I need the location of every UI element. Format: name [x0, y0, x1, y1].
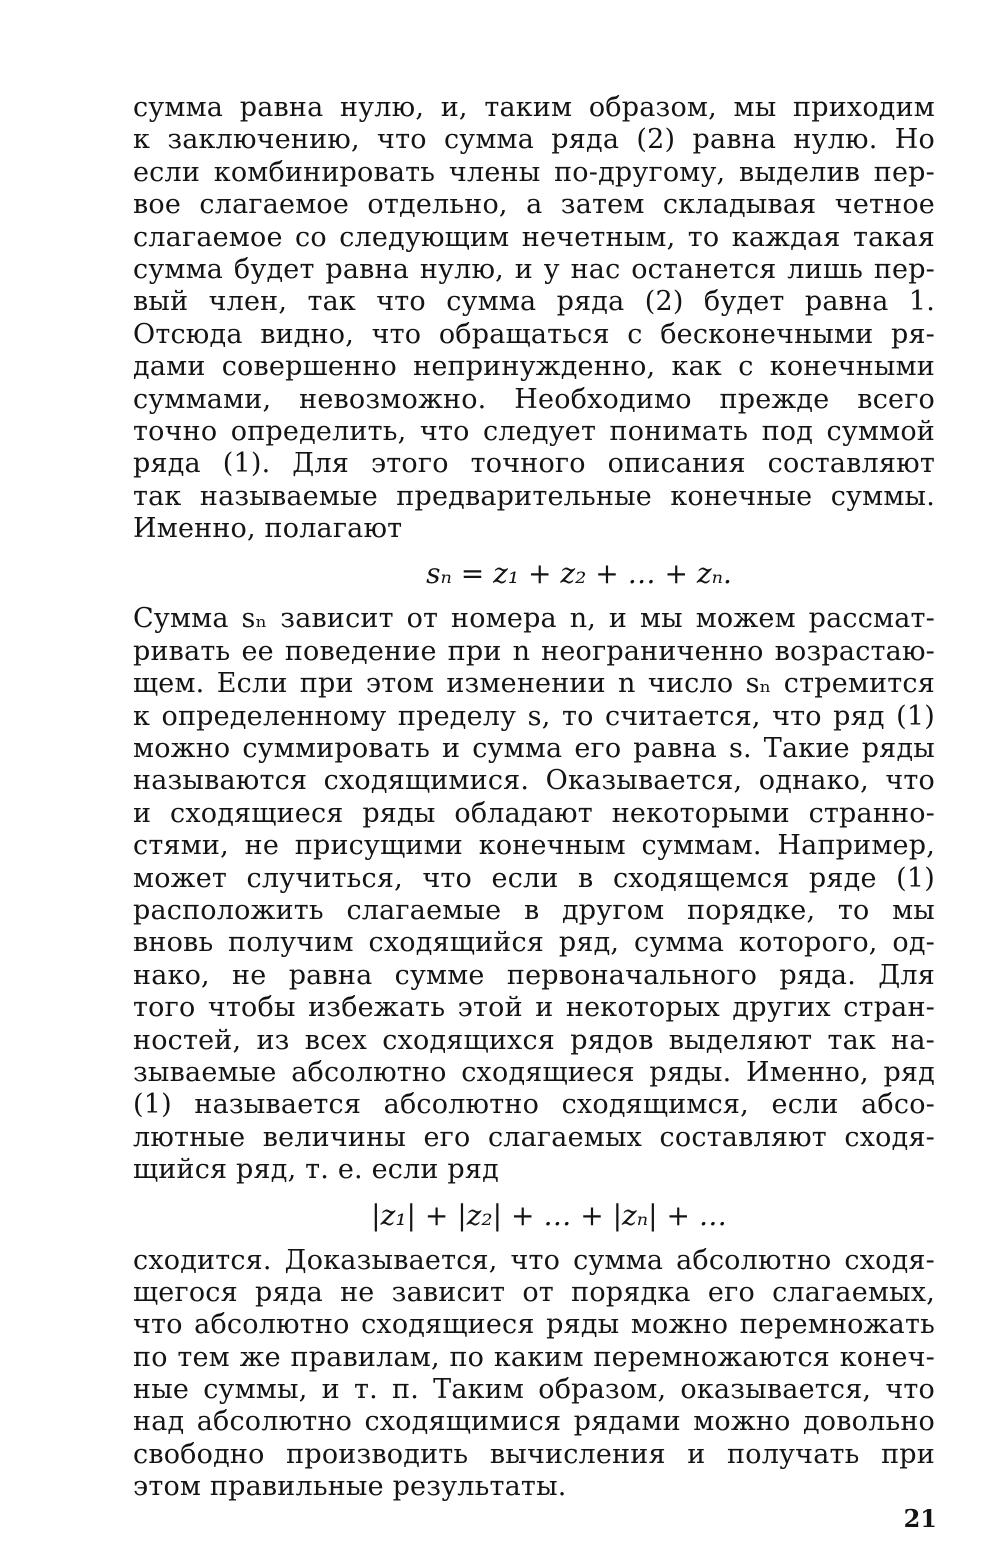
text-line: вновь получим сходящийся ряд, сумма которого, од-: [133, 927, 935, 959]
page-number: 21: [903, 1504, 937, 1533]
text-line: (1) называется абсолютно сходящимся, если абсо-: [133, 1089, 935, 1121]
text-line: точно определить, что следует понимать под суммой: [133, 415, 935, 447]
text-line: лютные величины его слагаемых составляют сходя-: [133, 1121, 935, 1153]
text-line: может случиться, что если в сходящемся ряде (1): [133, 862, 935, 894]
text-line: можно суммировать и сумма его равна s. Такие ряды: [133, 733, 935, 765]
page-body: [133, 92, 935, 1504]
paragraph-1: [133, 92, 935, 545]
text-line: к определенному пределу s, то считается, что ряд (1): [133, 700, 935, 732]
text-line: так называемые предварительные конечные суммы.: [133, 480, 935, 512]
text-line: стями, не присущими конечным суммам. Например,: [133, 830, 935, 862]
absolute-series-formula: |z₁| + |z₂| + … + |zₙ| + …: [371, 1198, 727, 1232]
text-line: щийся ряд, т. е. если ряд: [133, 1154, 499, 1186]
text-line: щегося ряда не зависит от порядка его слагаемых,: [133, 1276, 935, 1308]
text-line: свободно производить вычисления и получать при: [133, 1438, 935, 1470]
text-line: ностей, из всех сходящихся рядов выделяют так на-: [133, 1024, 935, 1056]
text-line: над абсолютно сходящимися рядами можно довольно: [133, 1406, 935, 1438]
text-line: Сумма sₙ зависит от номера n, и мы можем рассмат-: [133, 603, 935, 635]
text-line: вый член, так что сумма ряда (2) будет равна 1.: [133, 286, 935, 318]
paragraph-3: [133, 1245, 935, 1504]
text-line: того чтобы избежать этой и некоторых других стран-: [133, 992, 935, 1024]
paragraph-2: [133, 603, 935, 1186]
text-line: называются сходящимися. Оказывается, однако, что: [133, 765, 935, 797]
text-line: слагаемое со следующим нечетным, то каждая такая: [133, 221, 935, 253]
text-line: и сходящиеся ряды обладают некоторыми странно-: [133, 797, 935, 829]
text-line: сходится. Доказывается, что сумма абсолютно сходя-: [133, 1244, 935, 1276]
text-line: ряда (1). Для этого точного описания составляют: [133, 448, 935, 480]
text-line: щем. Если при этом изменении n число sₙ стремится: [133, 668, 935, 700]
text-line: Отсюда видно, что обращаться с бесконечными ря-: [133, 318, 935, 350]
text-line: сумма будет равна нулю, и у нас останется лишь пер-: [133, 253, 935, 285]
text-line: этом правильные результаты.: [133, 1471, 567, 1503]
text-line: зываемые абсолютно сходящиеся ряды. Именно, ряд: [133, 1056, 935, 1088]
text-line: ривать ее поведение при n неограниченно возрастаю-: [133, 635, 935, 667]
text-line: дами совершенно непринужденно, как с конечными: [133, 351, 935, 383]
text-line: Именно, полагают: [133, 513, 403, 545]
text-line: по тем же правилам, по каким перемножаются конеч-: [133, 1341, 935, 1373]
text-line: суммами, невозможно. Необходимо прежде всего: [133, 383, 935, 415]
text-line: если комбинировать члены по-другому, выделив пер-: [133, 156, 935, 188]
partial-sum-formula: sₙ = z₁ + z₂ + … + zₙ.: [426, 557, 732, 591]
text-line: что абсолютно сходящиеся ряды можно перемножать: [133, 1309, 935, 1341]
text-line: расположить слагаемые в другом порядке, то мы: [133, 894, 935, 926]
text-line: сумма равна нулю, и, таким образом, мы приходим: [133, 92, 935, 123]
text-line: ные суммы, и т. п. Таким образом, оказывается, что: [133, 1374, 935, 1406]
text-line: вое слагаемое отдельно, а затем складывая четное: [133, 189, 935, 221]
text-line: нако, не равна сумме первоначального ряда. Для: [133, 959, 935, 991]
text-line: к заключению, что сумма ряда (2) равна нулю. Но: [133, 124, 935, 156]
